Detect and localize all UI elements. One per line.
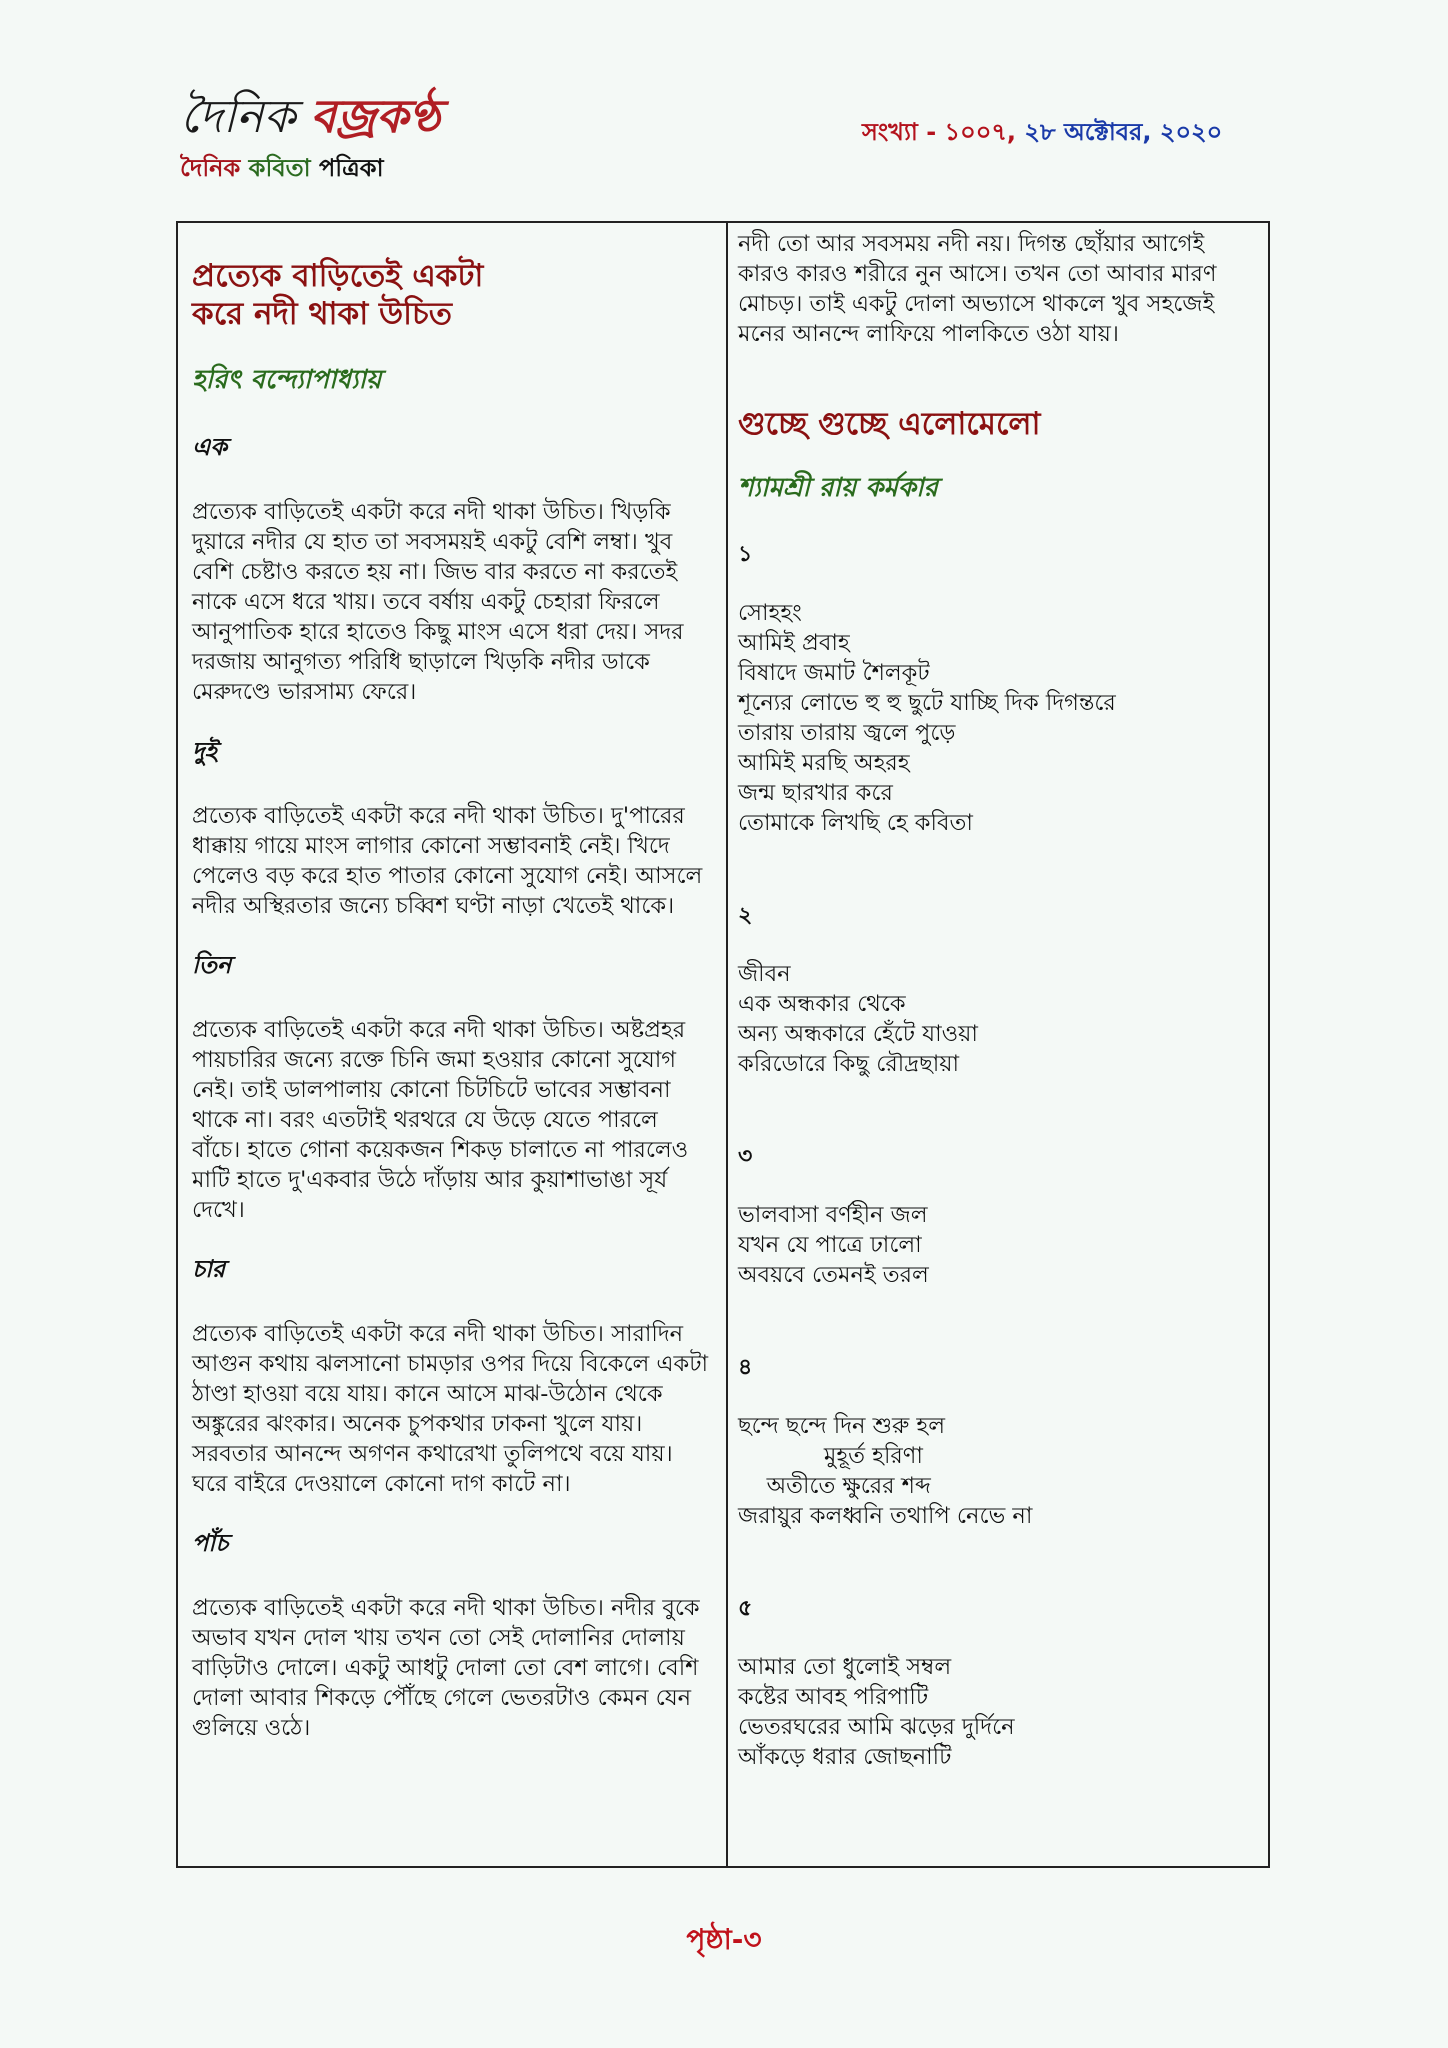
section-text: প্রত্যেক বাড়িতেই একটা করে নদী থাকা উচিত। দু'পারের ধাক্কায় গায়ে মাংস লাগার কোনো সম্ভাবনাই নেই। খিদে পেলেও বড় করে হাত পাতার কোনো সুযোগ নেই। আসলে নদীর অস্থিরতার জন্যে চব্বিশ ঘণ্টা নাড়া খেতেই থাকে। — [192, 803, 703, 919]
poem-number: ৪ — [738, 1355, 753, 1380]
poem-1 — [738, 537, 1258, 838]
section-text: প্রত্যেক বাড়িতেই একটা করে নদী থাকা উচিত। নদীর বুকে অভাব যখন দোল খায় তখন তো সেই দোলানির দোলায় বাড়িটাও দোলে। একটু আধটু দোলা তো বেশ লাগে। বেশি দোলা আবার শিকড়ে পৌঁছে গেলে ভেতরটাও কেমন যেন গুলিয়ে ওঠে। — [192, 1595, 700, 1741]
poem-title-right: গুচ্ছে গুচ্ছে এলোমেলো — [738, 406, 1041, 442]
issue-date: ২৮ অক্টোবর, ২০২০ — [1024, 118, 1223, 146]
title-word-1: দৈনিক — [180, 89, 296, 143]
poem-line: জন্ম ছারখার করে — [738, 780, 893, 806]
section-heading: এক — [192, 433, 228, 461]
content-frame — [176, 221, 1270, 1868]
section-text: প্রত্যেক বাড়িতেই একটা করে নদী থাকা উচিত। অষ্টপ্রহর পায়চারির জন্যে রক্তে চিনি জমা হওয়ার কোনো সুযোগ নেই। তাই ডালপালায় কোনো চিটচিটে ভাবের সম্ভাবনা থাকে না। বরং এতটাই থরথরে যে উড়ে যেতে পারলে বাঁচে। হাতে গোনা কয়েকজন শিকড় চালাতে না পারলেও মাটি হাতে দু'একবার উঠে দাঁড়ায় আর কুয়াশাভাঙা সূর্য দেখে। — [192, 1017, 689, 1223]
subtitle-word-1: দৈনিক — [180, 154, 241, 182]
subtitle-word-2: কবিতা — [248, 154, 311, 182]
poem-number: ১ — [738, 542, 753, 567]
poem-line: করিডোরে কিছু রৌদ্রছায়া — [738, 1051, 960, 1077]
poem-line: জীবন — [738, 961, 791, 987]
author-right: শ্যামশ্রী রায় কর্মকার — [738, 473, 938, 503]
poem-line: আমিই মরছি অহরহ — [738, 750, 910, 776]
section-heading: তিন — [192, 951, 232, 979]
title-line-1: প্রত্যেক বাড়িতেই একটা — [192, 258, 484, 294]
poem-line: অবয়বে তেমনই তরল — [738, 1262, 929, 1288]
poem-line: তোমাকে লিখছি হে কবিতা — [738, 810, 973, 836]
author-left: হরিৎ বন্দ্যোপাধ্যায় — [192, 365, 382, 395]
poem-title-left — [192, 257, 712, 333]
section-heading: দুই — [192, 737, 218, 765]
poem-line: যখন যে পাত্রে ঢালো — [738, 1232, 922, 1258]
poem-line: সোহহং — [738, 600, 802, 626]
section-heading: পাঁচ — [192, 1529, 229, 1557]
poem-line: আমিই প্রবাহ — [738, 630, 850, 656]
poem-2 — [738, 898, 1258, 1079]
poem-line: কষ্টের আবহ পরিপাটি — [738, 1684, 929, 1710]
poem-line: ভেতরঘরের আমি ঝড়ের দুর্দিনে — [738, 1714, 1015, 1740]
poem-line: বিষাদে জমাট শৈলকূট — [738, 660, 930, 686]
poem-line: আঁকড়ে ধরার জোছনাটি — [738, 1744, 952, 1770]
poem-line: আমার তো ধুলোই সম্বল — [738, 1654, 952, 1680]
poem-line: অন্য অন্ধকারে হেঁটে যাওয়া — [738, 1021, 978, 1047]
page-number: পৃষ্ঠা-৩ — [686, 1923, 762, 1956]
masthead — [180, 88, 440, 190]
subtitle-word-3: পত্রিকা — [319, 154, 384, 182]
right-column — [738, 229, 1258, 1772]
section-text: প্রত্যেক বাড়িতেই একটা করে নদী থাকা উচিত। খিড়কি দুয়ারে নদীর যে হাত তা সবসময়ই একটু বেশি লম্বা। খুব বেশি চেষ্টাও করতে হয় না। জিভ বার করতে না করতেই নাকে এসে ধরে খায়। তবে বর্ষায় একটু চেহারা ফিরলে আনুপাতিক হারে হাতেও কিছু মাংস এসে ধরা দেয়। সদর দরজায় আনুগত্য পরিধি ছাড়ালে খিড়কি নদীর ডাকে মেরুদণ্ডে ভারসাম্য ফেরে। — [192, 499, 684, 705]
poem-line: মুহূর্ত হরিণা — [738, 1443, 923, 1469]
title-line-2: করে নদী থাকা উচিত — [192, 296, 452, 332]
poem-line: ছন্দে ছন্দে দিন শুরু হল — [738, 1413, 945, 1439]
section-text: প্রত্যেক বাড়িতেই একটা করে নদী থাকা উচিত। সারাদিন আগুন কথায় ঝলসানো চামড়ার ওপর দিয়ে বিকেলে একটা ঠাণ্ডা হাওয়া বয়ে যায়। কানে আসে মাঝ-উঠোন থেকে অঙ্কুরের ঝংকার। অনেক চুপকথার ঢাকনা খুলে যায়। সরবতার আনন্দে অগণন কথারেখা তুলিপথে বয়ে যায়। ঘরে বাইরে দেওয়ালে কোনো দাগ কাটে না। — [192, 1321, 709, 1497]
poem-line: অতীতে ক্ষুরের শব্দ — [738, 1473, 931, 1499]
poem-line: এক অন্ধকার থেকে — [738, 991, 906, 1017]
poem-number: ৫ — [738, 1596, 753, 1621]
poem-line: শূন্যের লোভে হু হু ছুটে যাচ্ছি দিক দিগন্তরে — [738, 690, 1116, 716]
poem-5 — [738, 1591, 1258, 1772]
poem-4 — [738, 1350, 1258, 1531]
continuation-text: নদী তো আর সবসময় নদী নয়। দিগন্ত ছোঁয়ার আগেই কারও কারও শরীরে নুন আসে। তখন তো আবার মারণ মোচড়। তাই একটু দোলা অভ্যাসে থাকলে খুব সহজেই মনের আনন্দে লাফিয়ে পালকিতে ওঠা যায়। — [738, 231, 1217, 347]
issue-info — [862, 114, 1222, 154]
column-divider — [726, 223, 728, 1866]
left-column — [192, 237, 712, 1743]
issue-number: সংখ্যা - ১০০৭, — [862, 118, 1017, 146]
poem-line: তারায় তারায় জ্বলে পুড়ে — [738, 720, 956, 746]
poem-number: ২ — [738, 903, 753, 928]
poem-3 — [738, 1139, 1258, 1290]
poem-number: ৩ — [738, 1144, 753, 1169]
newspaper-subtitle — [180, 150, 440, 190]
poem-line: জরায়ুর কলধ্বনি তথাপি নেভে না — [738, 1503, 1033, 1529]
section-heading: চার — [192, 1255, 226, 1283]
poem-line: ভালবাসা বর্ণহীন জল — [738, 1202, 928, 1228]
title-word-2: বজ্রকণ্ঠ — [310, 89, 441, 143]
newspaper-title — [180, 88, 440, 144]
